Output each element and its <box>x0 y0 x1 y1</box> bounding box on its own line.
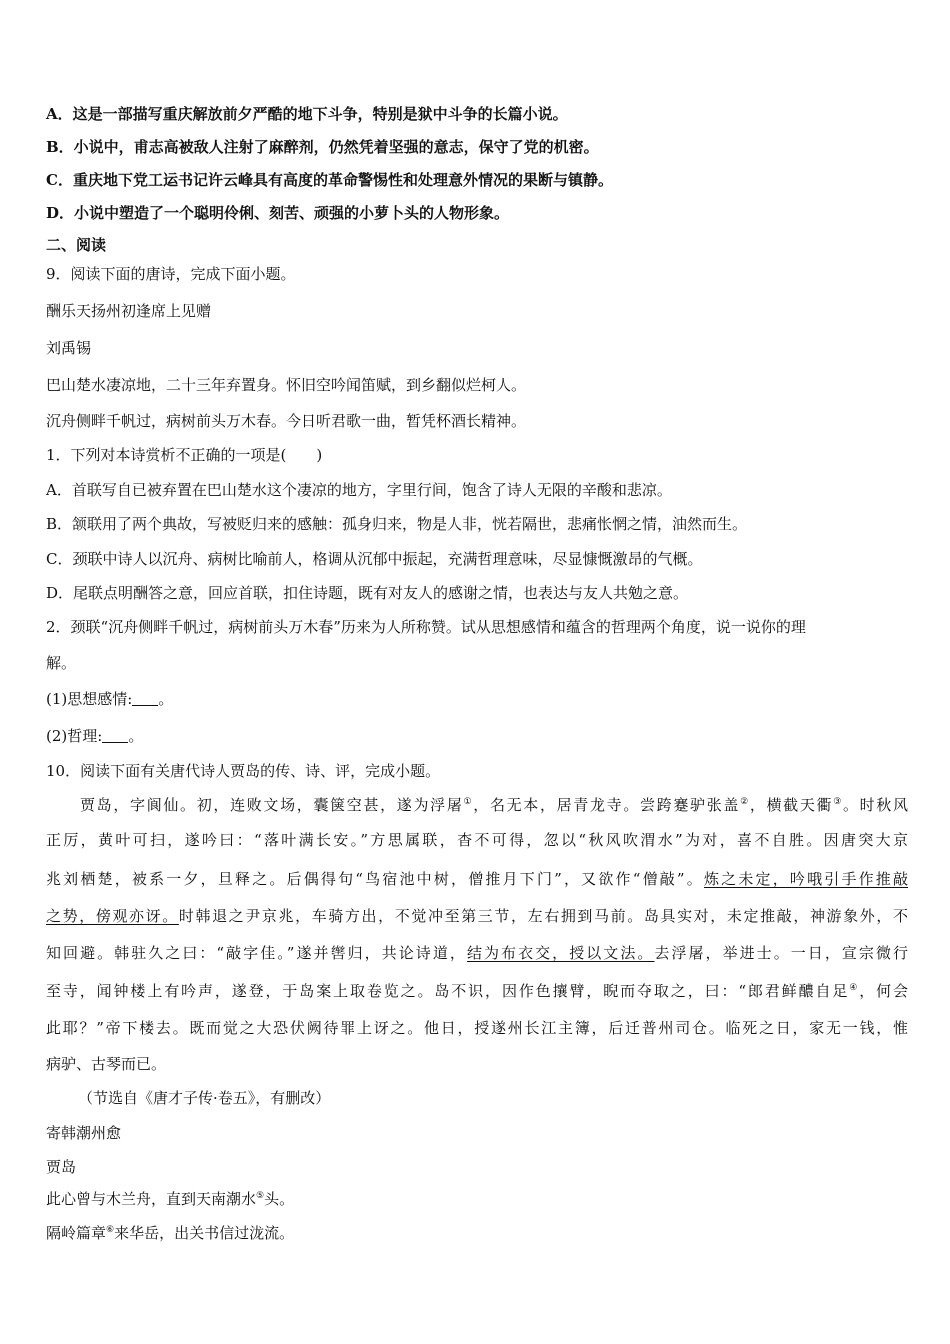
answer-2-end: 。 <box>128 727 144 745</box>
underlined-phrase-1: 炼之未定，吟哦引手作推敲 <box>703 870 908 888</box>
q10-poem-title: 寄韩潮州愈 <box>46 1124 122 1142</box>
passage-source: （节选自《唐才子传·卷五》，有删改） <box>78 1089 331 1107</box>
note-marker-2: ② <box>740 797 750 807</box>
q9-stem: 9．阅读下面的唐诗，完成下面小题。 <box>46 265 296 283</box>
q9-sub2-stem-cont: 解。 <box>46 654 77 672</box>
q9-poem-line2: 沉舟侧畔千帆过，病树前头万木春。今日听君歌一曲，暂凭杯酒长精神。 <box>46 412 527 430</box>
note-marker-1: ① <box>463 797 474 807</box>
q9-sub1-stem: 1．下列对本诗赏析不正确的一项是( ) <box>46 446 323 464</box>
passage-line-2: 正厉，黄叶可扫，遂吟曰：“落叶满长安。”方思属联，杳不可得，忽以“秋风吹渭水”为对，喜不自胜。因唐突大京 <box>46 831 908 849</box>
passage-line-6: 至寺，闻钟楼上有吟声，遂登，于岛案上取卷览之。岛不识，因作色攘臂，睨而夺取之，曰：“郎君鲜醲自足④，何会 <box>46 982 908 1000</box>
note-marker-3: ③ <box>833 797 843 807</box>
q10-poem-line1: 此心曾与木兰舟，直到天南潮水⑤头。 <box>46 1190 295 1208</box>
passage-line-7: 此耶？”帝下楼去。既而觉之大恐伏阙待罪上讶之。他日，授遂州长江主簿，后迁普州司仓。临死之日，家无一钱，惟 <box>46 1019 908 1037</box>
q8-option-b: B．小说中，甫志高被敌人注射了麻醉剂，仍然凭着坚强的意志，保守了党的机密。 <box>46 138 599 156</box>
note-marker-6: ⑥ <box>106 1225 115 1235</box>
q9-answer-2 <box>46 726 908 746</box>
answer-2-blank[interactable] <box>102 728 128 743</box>
q9-option-d: D．尾联点明酬答之意，回应首联，扣住诗题，既有对友人的感谢之情，也表达与友人共勉之意。 <box>46 584 689 602</box>
q9-answer-1 <box>46 689 908 709</box>
q9-sub2-stem: 2．颈联“沉舟侧畔千帆过，病树前头万木春”历来为人所称赞。试从思想感情和蕴含的哲理两个角度，说一说你的理 <box>46 618 806 636</box>
answer-1-label: (1)思想感情: <box>46 690 133 708</box>
q8-option-a: A．这是一部描写重庆解放前夕严酷的地下斗争，特别是狱中斗争的长篇小说。 <box>46 105 568 123</box>
section-heading: 二、阅读 <box>46 236 107 254</box>
answer-1-end: 。 <box>158 690 174 708</box>
q9-poet: 刘禹锡 <box>46 339 92 357</box>
passage-line-8: 病驴、古琴而已。 <box>46 1055 167 1073</box>
passage-line-4: 之势，傍观亦讶。时韩退之尹京兆，车骑方出，不觉冲至第三节，左右拥到马前。岛具实对，未定推敲，神游象外，不 <box>46 907 908 925</box>
q8-option-c: C．重庆地下党工运书记许云峰具有高度的革命警惕性和处理意外情况的果断与镇静。 <box>46 171 613 189</box>
note-marker-4: ④ <box>849 983 860 993</box>
q9-option-a: A．首联写自已被弃置在巴山楚水这个凄凉的地方，字里行间，饱含了诗人无限的辛酸和悲凉。 <box>46 481 672 499</box>
note-marker-5: ⑤ <box>256 1191 265 1201</box>
passage-line-1: 贾岛，字阆仙。初，连败文场，囊箧空甚，遂为浮屠①，名无本，居青龙寺。尝跨蹇驴张盖②，横截天衢③。时秋风 <box>80 796 908 814</box>
passage-line-5: 知回避。韩驻久之曰：“敲字佳。”遂并辔归，共论诗道，结为布衣交，授以文法。去浮屠，举进士。一日，宣宗微行 <box>46 944 908 962</box>
answer-1-blank[interactable] <box>132 691 158 706</box>
q10-poem-line2: 隔岭篇章⑥来华岳，出关书信过泷流。 <box>46 1224 295 1242</box>
q9-poem-title: 酬乐天扬州初逢席上见赠 <box>46 302 212 320</box>
q9-option-b: B．颔联用了两个典故，写被贬归来的感触：孤身归来，物是人非，恍若隔世，悲痛怅惘之情，油然而生。 <box>46 515 748 533</box>
underlined-phrase-2: 结为布衣交，授以文法。 <box>466 944 655 962</box>
q8-option-d: D．小说中塑造了一个聪明伶俐、刻苦、顽强的小萝卜头的人物形象。 <box>46 204 510 222</box>
q9-poem-line1: 巴山楚水凄凉地，二十三年弃置身。怀旧空吟闻笛赋，到乡翻似烂柯人。 <box>46 376 527 394</box>
passage-line-3: 兆刘栖楚，被系一夕，旦释之。后偶得句“鸟宿池中树，僧推月下门”，又欲作“僧敲”。炼之未定，吟哦引手作推敲 <box>46 870 908 888</box>
q10-stem: 10．阅读下面有关唐代诗人贾岛的传、诗、评，完成小题。 <box>46 762 441 780</box>
answer-2-label: (2)哲理: <box>46 727 103 745</box>
q9-option-c: C．颈联中诗人以沉舟、病树比喻前人，格调从沉郁中振起，充满哲理意味，尽显慷慨激昂的气概。 <box>46 550 703 568</box>
q10-poet: 贾岛 <box>46 1158 77 1176</box>
underlined-phrase-1-cont: 之势，傍观亦讶。 <box>46 907 179 925</box>
